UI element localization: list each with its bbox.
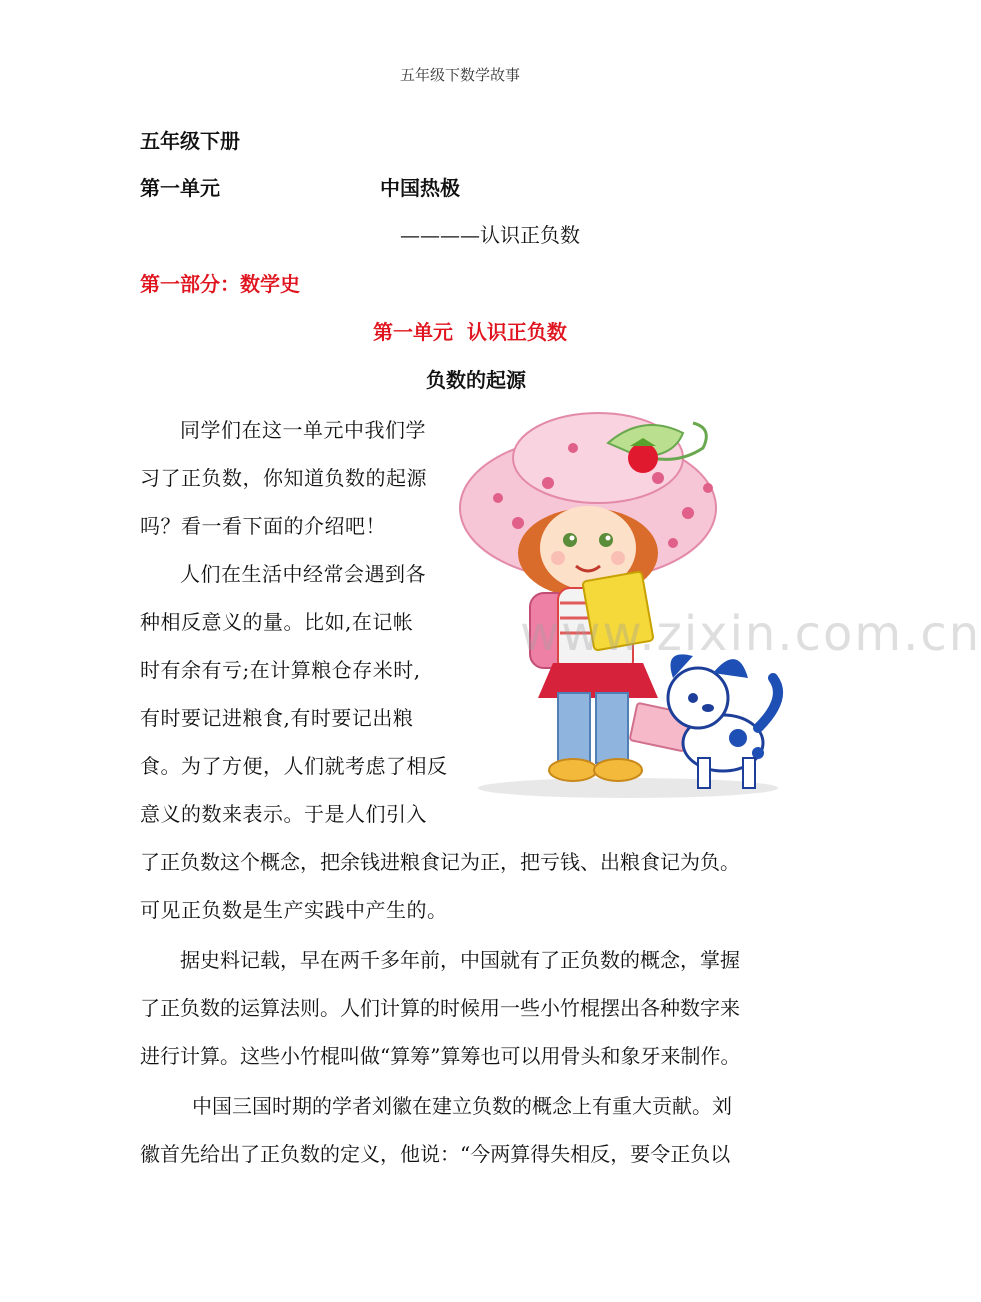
text-line: 进行计算。这些小竹棍叫做“算筹”算筹也可以用骨头和象牙来制作。 — [140, 1044, 741, 1068]
text-line: 徽首先给出了正负数的定义，他说：“今两算得失相反，要令正负以 — [140, 1142, 731, 1166]
text-line: 了正负数这个概念，把余钱进粮食记为正，把亏钱、出粮食记为负。 — [140, 850, 740, 874]
unit-name: 中国热极 — [380, 176, 460, 200]
text-line: 了正负数的运算法则。人们计算的时候用一些小竹棍摆出各种数字来 — [140, 996, 740, 1020]
text-line: 人们在生活中经常会遇到各 — [180, 562, 426, 586]
text-line: 食。为了方便，人们就考虑了相反 — [140, 754, 448, 778]
text-line: 种相反意义的量。比如,在记帐 — [140, 610, 414, 634]
text-line: 有时要记进粮食,有时要记出粮 — [140, 706, 414, 730]
book-title: 五年级下册 — [140, 129, 240, 153]
text-line: 吗？看一看下面的介绍吧！ — [140, 514, 386, 538]
story-title: 负数的起源 — [426, 368, 526, 392]
page-header: 五年级下数学故事 — [399, 66, 520, 84]
subtitle: ————认识正负数 — [400, 223, 580, 247]
watermark: www.zixin.com.cn — [520, 606, 981, 662]
text-line: 可见正负数是生产实践中产生的。 — [140, 898, 448, 922]
section-label: 第一部分：数学史 — [140, 272, 300, 296]
unit-label: 第一单元 — [140, 176, 220, 200]
text-line: 意义的数来表示。于是人们引入 — [140, 802, 427, 826]
chapter-title: 第一单元 认识正负数 — [373, 320, 567, 344]
text-line: 中国三国时期的学者刘徽在建立负数的概念上有重大贡献。刘 — [192, 1094, 732, 1118]
text-line: 习了正负数，你知道负数的起源 — [140, 466, 427, 490]
text-line: 同学们在这一单元中我们学 — [180, 418, 426, 442]
text-line: 据史料记载，早在两千多年前，中国就有了正负数的概念，掌握 — [180, 948, 740, 972]
text-line: 时有余有亏;在计算粮仓存米时, — [140, 658, 421, 682]
